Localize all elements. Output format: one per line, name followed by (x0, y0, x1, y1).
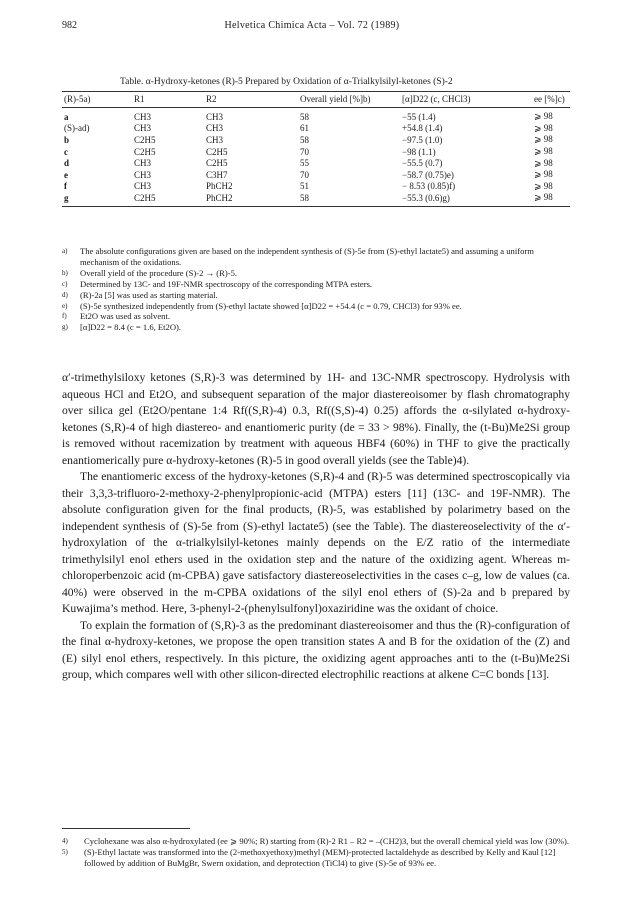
table-caption: Table. α-Hydroxy-ketones (R)-5 Prepared by Oxidation of α-Trialkylsilyl-ketones (S)-2 (120, 77, 453, 87)
paragraph: To explain the formation of (S,R)-3 as the predominant diastereoisomer and thus the (R)-configuration of the final α-hydroxy-ketones, we propose the open transition states A and B for the oxidation of the (Z) and (E) silyl enol ethers, respectively. In this picture, the oxidizing agent approaches anti to the (t-Bu)Me2Si group, which compares well with other silicon-directed electrophilic reactions at alkene C=C bonds [13]. (62, 618, 570, 681)
table-cell: −55.3 (0.6)g) (400, 192, 532, 206)
table-cell: (S)-ad) (64, 123, 90, 134)
table-cell: g (62, 192, 132, 206)
note-text: [α]D22 = 8.4 (c = 1.6, Et2O). (80, 322, 182, 333)
table-cell: 61 (300, 123, 309, 134)
note-text: Determined by 13C- and 19F-NMR spectroscopy of the corresponding MTPA esters. (80, 278, 373, 289)
footnote (62, 847, 570, 869)
note-mark: f) (62, 312, 67, 321)
table-cell: C3H7 (206, 169, 228, 180)
table-header-row (62, 92, 570, 108)
table-cell: ⩾ 98 (534, 169, 553, 180)
footnote-divider (62, 828, 190, 829)
body-text (62, 370, 570, 684)
footnote-text: Cyclohexane was also α-hydroxylated (ee ⩾ 90%; R) starting from (R)-2 R1 – R2 = –(CH2)3, but the overall chemical yield was low (30%). (84, 836, 570, 846)
table-cell: PhCH2 (204, 192, 298, 206)
table-cell: −55.5 (0.7) (402, 158, 443, 169)
table-cell: 58 (300, 134, 309, 145)
column-header: R1 (132, 92, 204, 108)
table-note (62, 268, 570, 279)
table-cell: C2H5 (206, 158, 228, 169)
table-row (62, 157, 570, 169)
table-cell: CH3 (206, 134, 224, 145)
table-cell: b (64, 134, 70, 145)
table-notes (62, 246, 570, 333)
footnotes (62, 836, 570, 869)
note-mark: g) (62, 323, 68, 332)
note-text: Et2O was used as solvent. (80, 311, 170, 322)
table-cell: CH3 (134, 169, 152, 180)
table-cell: ⩾ 98 (534, 157, 553, 168)
table-cell: ⩾ 98 (534, 122, 553, 133)
table-cell: ⩾ 98 (532, 192, 570, 206)
footnote (62, 836, 570, 847)
table-cell: C2H5 (206, 146, 228, 157)
table-cell: a (64, 111, 69, 122)
note-text: Overall yield of the procedure (S)-2 → (R)-5. (80, 267, 238, 278)
table-cell: d (64, 158, 70, 169)
note-text: The absolute configurations given are based on the independent synthesis of (S)-5e from (S)-ethyl lactate5) and assuming a uniform mechanism of the oxidations. (80, 246, 534, 267)
table-cell: 51 (300, 181, 309, 192)
table-note (62, 301, 570, 312)
note-mark: c) (62, 279, 68, 288)
table-cell: CH3 (134, 123, 152, 134)
column-header: [α]D22 (c, CHCl3) (400, 92, 532, 108)
table-cell: 55 (300, 158, 309, 169)
table-cell: − 8.53 (0.85)f) (402, 181, 456, 192)
note-text: (S)-5e synthesized independently from (S)-ethyl lactate showed [α]D22 = +54.4 (c = 0.79, CHCl3) for 93% ee. (80, 300, 462, 311)
note-text: (R)-2a [5] was used as starting material. (80, 289, 218, 300)
table-row (62, 123, 570, 135)
table-cell: −98 (1.1) (402, 146, 436, 157)
note-mark: d) (62, 290, 68, 299)
table-note (62, 311, 570, 322)
table-cell: −58.7 (0.75)e) (402, 169, 454, 180)
table-cell: c (64, 146, 68, 157)
table-note (62, 322, 570, 333)
column-header: R2 (204, 92, 298, 108)
column-header: Overall yield [%]b) (298, 92, 400, 108)
table-cell: f (64, 181, 67, 192)
column-header: (R)-5a) (62, 92, 132, 108)
table-row (62, 108, 570, 123)
footnote-text: (S)-Ethyl lactate was transformed into the (2-methoxyethoxy)methyl (MEM)-protected lactaldehyde as described by Kelly and Kaul [12] followed by addition of BuMgBr, Swern oxidation, and deprotection (TiCl4) to give (S)-5e of 93% ee. (84, 847, 556, 868)
table-cell: 70 (300, 146, 309, 157)
page-number: 982 (62, 20, 77, 31)
table-cell: CH3 (134, 158, 152, 169)
journal-title: Helvetica Chimica Acta – Vol. 72 (1989) (224, 20, 400, 31)
note-mark: a) (62, 247, 68, 255)
data-table (62, 91, 570, 207)
running-header (0, 20, 624, 34)
table-cell: ⩾ 98 (534, 111, 553, 122)
table-cell: ⩾ 98 (534, 180, 553, 191)
table-cell: −55 (1.4) (402, 111, 436, 122)
table-note (62, 290, 570, 301)
table-cell: ⩾ 98 (534, 134, 553, 145)
paragraph: The enantiomeric excess of the hydroxy-ketones (S,R)-4 and (R)-5 was determined spectroscopically via their 3,3,3-trifluoro-2-methoxy-2-phenylpropionic-acid (MTPA) esters [11] (13C- and 19F-NMR). The absolute configuration given for the final products, (R)-5, was established by polarimetry based on the independent synthesis of (S)-5e from (S)-ethyl lactate5) (see the Table). The diastereoselectivity of the α′-hydroxylation of the α-trialkylsilyl-ketones mainly depends on the E/Z ratio of the intermediate trimethylsilyl enol ethers used in the oxidation step and the nature of the oxidizing agent. Whereas m-chloroperbenzoic acid (m-CPBA) gave satisfactory diastereoselectivities in the cases c–g, low de values (ca. 40%) were observed in the m-CPBA oxidations of the silyl enol ethers of (S)-2a and b prepared by Kuwajima’s method. Here, 3-phenyl-2-(phenylsulfonyl)oxaziridine was the oxidant of choice. (62, 470, 570, 615)
table-row (62, 169, 570, 181)
table-note (62, 279, 570, 290)
table-cell: +54.8 (1.4) (402, 123, 443, 134)
table-cell: ⩾ 98 (534, 146, 553, 157)
table-cell: e (64, 169, 68, 180)
table-cell: C2H5 (134, 146, 156, 157)
table-cell: CH3 (206, 111, 224, 122)
column-header: ee [%]c) (532, 92, 570, 108)
table-note (62, 246, 570, 268)
table-row (62, 181, 570, 193)
footnote-mark: 5) (62, 848, 68, 856)
table-row (62, 134, 570, 146)
table-cell: 58 (298, 192, 400, 206)
table-cell: CH3 (134, 181, 152, 192)
table-cell: CH3 (206, 123, 224, 134)
note-mark: e) (62, 301, 68, 310)
table-cell: C2H5 (132, 192, 204, 206)
paragraph: α′-trimethylsiloxy ketones (S,R)-3 was determined by 1H- and 13C-NMR spectroscopy. Hydrolysis with aqueous HCl and Et2O, and subsequent separation of the major diastereoisomer by flash chromatography over silica gel (Et2O/pentane 1:4 Rf((S,R)-4) 0.3, Rf((S,S)-4) 0.25) affords the α-silylated α-hydroxy-ketones (S,R)-4 of high diastereo- and enantiomeric purity (de = 33 > 98%). Finally, the (t-Bu)Me2Si group is removed without racemization by treatment with aqueous HBF4 (60%) in THF to give the practically enantiomerically pure α-hydroxy-ketones (R)-5 in good overall yields (see the Table)4). (62, 371, 570, 467)
table-cell: 58 (300, 111, 309, 122)
table-cell: C2H5 (134, 134, 156, 145)
note-mark: b) (62, 268, 68, 277)
table-row (62, 146, 570, 158)
table-row (62, 192, 570, 206)
table-cell: CH3 (134, 111, 152, 122)
table-cell: PhCH2 (206, 181, 233, 192)
footnote-mark: 4) (62, 837, 68, 845)
table-cell: 70 (300, 169, 309, 180)
table-cell: −97.5 (1.0) (402, 134, 443, 145)
